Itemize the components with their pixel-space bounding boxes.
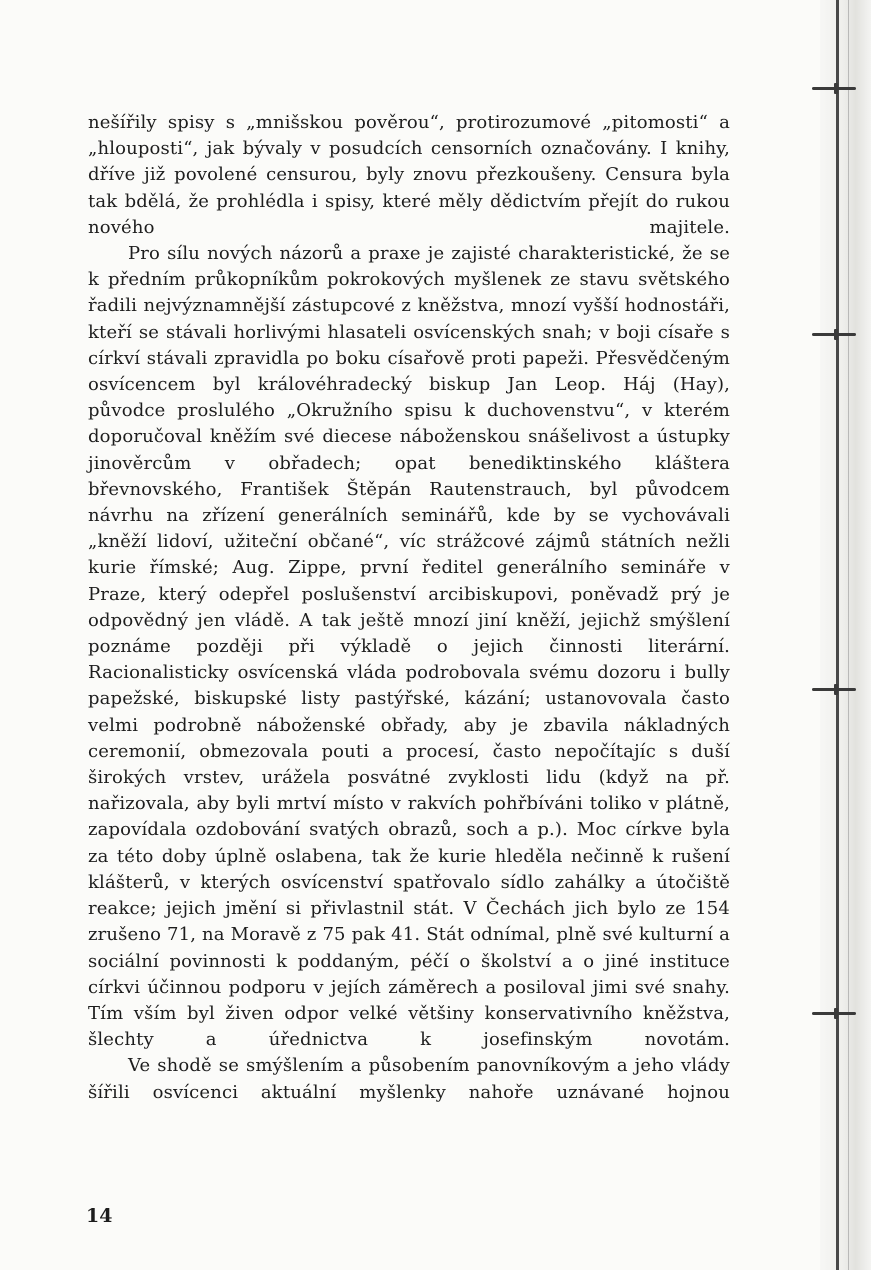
paragraph-2: Pro sílu nových názorů a praxe je zajisté charakteristické, že se k předním průkopníkům pokrokových myšlenek ze stavu světského řadili nejvýznamnější zástupcové z kněžstva, mnozí vyšší hodnostáři, kteří se stávali horlivými hlasateli osvícenských snah; v boji císaře s církví stávali zpravidla po boku císařově proti papeži. Přesvědčeným osvícencem byl královéhradecký biskup Jan Leop. Háj (Hay), původce proslulého „Okružního spisu k duchovenstvu“, v kterém doporučoval kněžím své diecese náboženskou snášelivost a ústupky jinověrcům v obřadech; opat benediktinského kláštera břevnovského, František Štěpán Rautenstrauch, byl původcem návrhu na zřízení generálních seminářů, kde by se vychovávali „kněží lidoví, užiteční občané“, víc strážcové zájmů státních nežli kurie římské; Aug. Zippe, první ředitel generálního semináře v Praze, který odepřel poslušenství arcibiskupovi, poněvadž prý je odpovědný jen vládě. A tak ještě mnozí jiní kněží, jejichž smýšlení poznáme později při výkladě o jejich činnosti literární. Racionalisticky osvícenská vláda podrobovala svému dozoru i bully papežské, biskupské listy pastýřské, kázání; ustanovovala často velmi podrobně náboženské obřady, aby je zbavila nákladných ceremonií, obmezovala pouti a procesí, často nepočítajíc s duší širokých vrstev, urážela posvátné zvyklosti lidu (když na př. nařizovala, aby byli mrtví místo v rakvích pohřbíváni toliko v plátně, zapovídala ozdobování svatých obrazů, soch a p.). Moc církve byla za této doby úplně oslabena, tak že kurie hleděla nečinně k rušení klášterů, v kterých osvícenství spatřovalo sídlo zahálky a útočiště reakce; jejich jmění si přivlastnil stát. V Čechách jich bylo ze 154 zrušeno 71, na Moravě z 75 pak 41. Stát odnímal, plně své kulturní a sociální povinnosti k poddaným, péčí o školství a o jiné instituce církvi účinnou podporu v jejích záměrech a posiloval jimi své snahy. Tím vším byl živen odpor velké většiny konservativního kněžstva, šlechty a úřednictva k josefinským novotám. bbox=[88, 243, 730, 1051]
binding-stitch bbox=[812, 87, 856, 90]
body-text bbox=[88, 110, 730, 1106]
binding-spine-shadow bbox=[848, 0, 849, 1270]
binding-stitch bbox=[812, 333, 856, 336]
binding-spine-line bbox=[836, 0, 839, 1270]
binding-stitch bbox=[812, 688, 856, 691]
binding-stitch bbox=[812, 1012, 856, 1015]
binding-edge bbox=[820, 0, 871, 1270]
paragraph-1: nešířily spisy s „mnišskou pověrou“, protirozumové „pitomosti“ a „hlouposti“, jak bývaly v posudcích censorních označovány. I knihy, dříve již povolené censurou, byly znovu přezkoušeny. Censura byla tak bdělá, že prohlédla i spisy, které měly dědictvím přejít do rukou nového majitele. bbox=[88, 112, 730, 238]
page-number: 14 bbox=[86, 1205, 113, 1227]
paragraph-3: Ve shodě se smýšlením a působením panovníkovým a jeho vlády šířili osvícenci aktuální myšlenky nahoře uznávané hojnou bbox=[88, 1055, 730, 1103]
